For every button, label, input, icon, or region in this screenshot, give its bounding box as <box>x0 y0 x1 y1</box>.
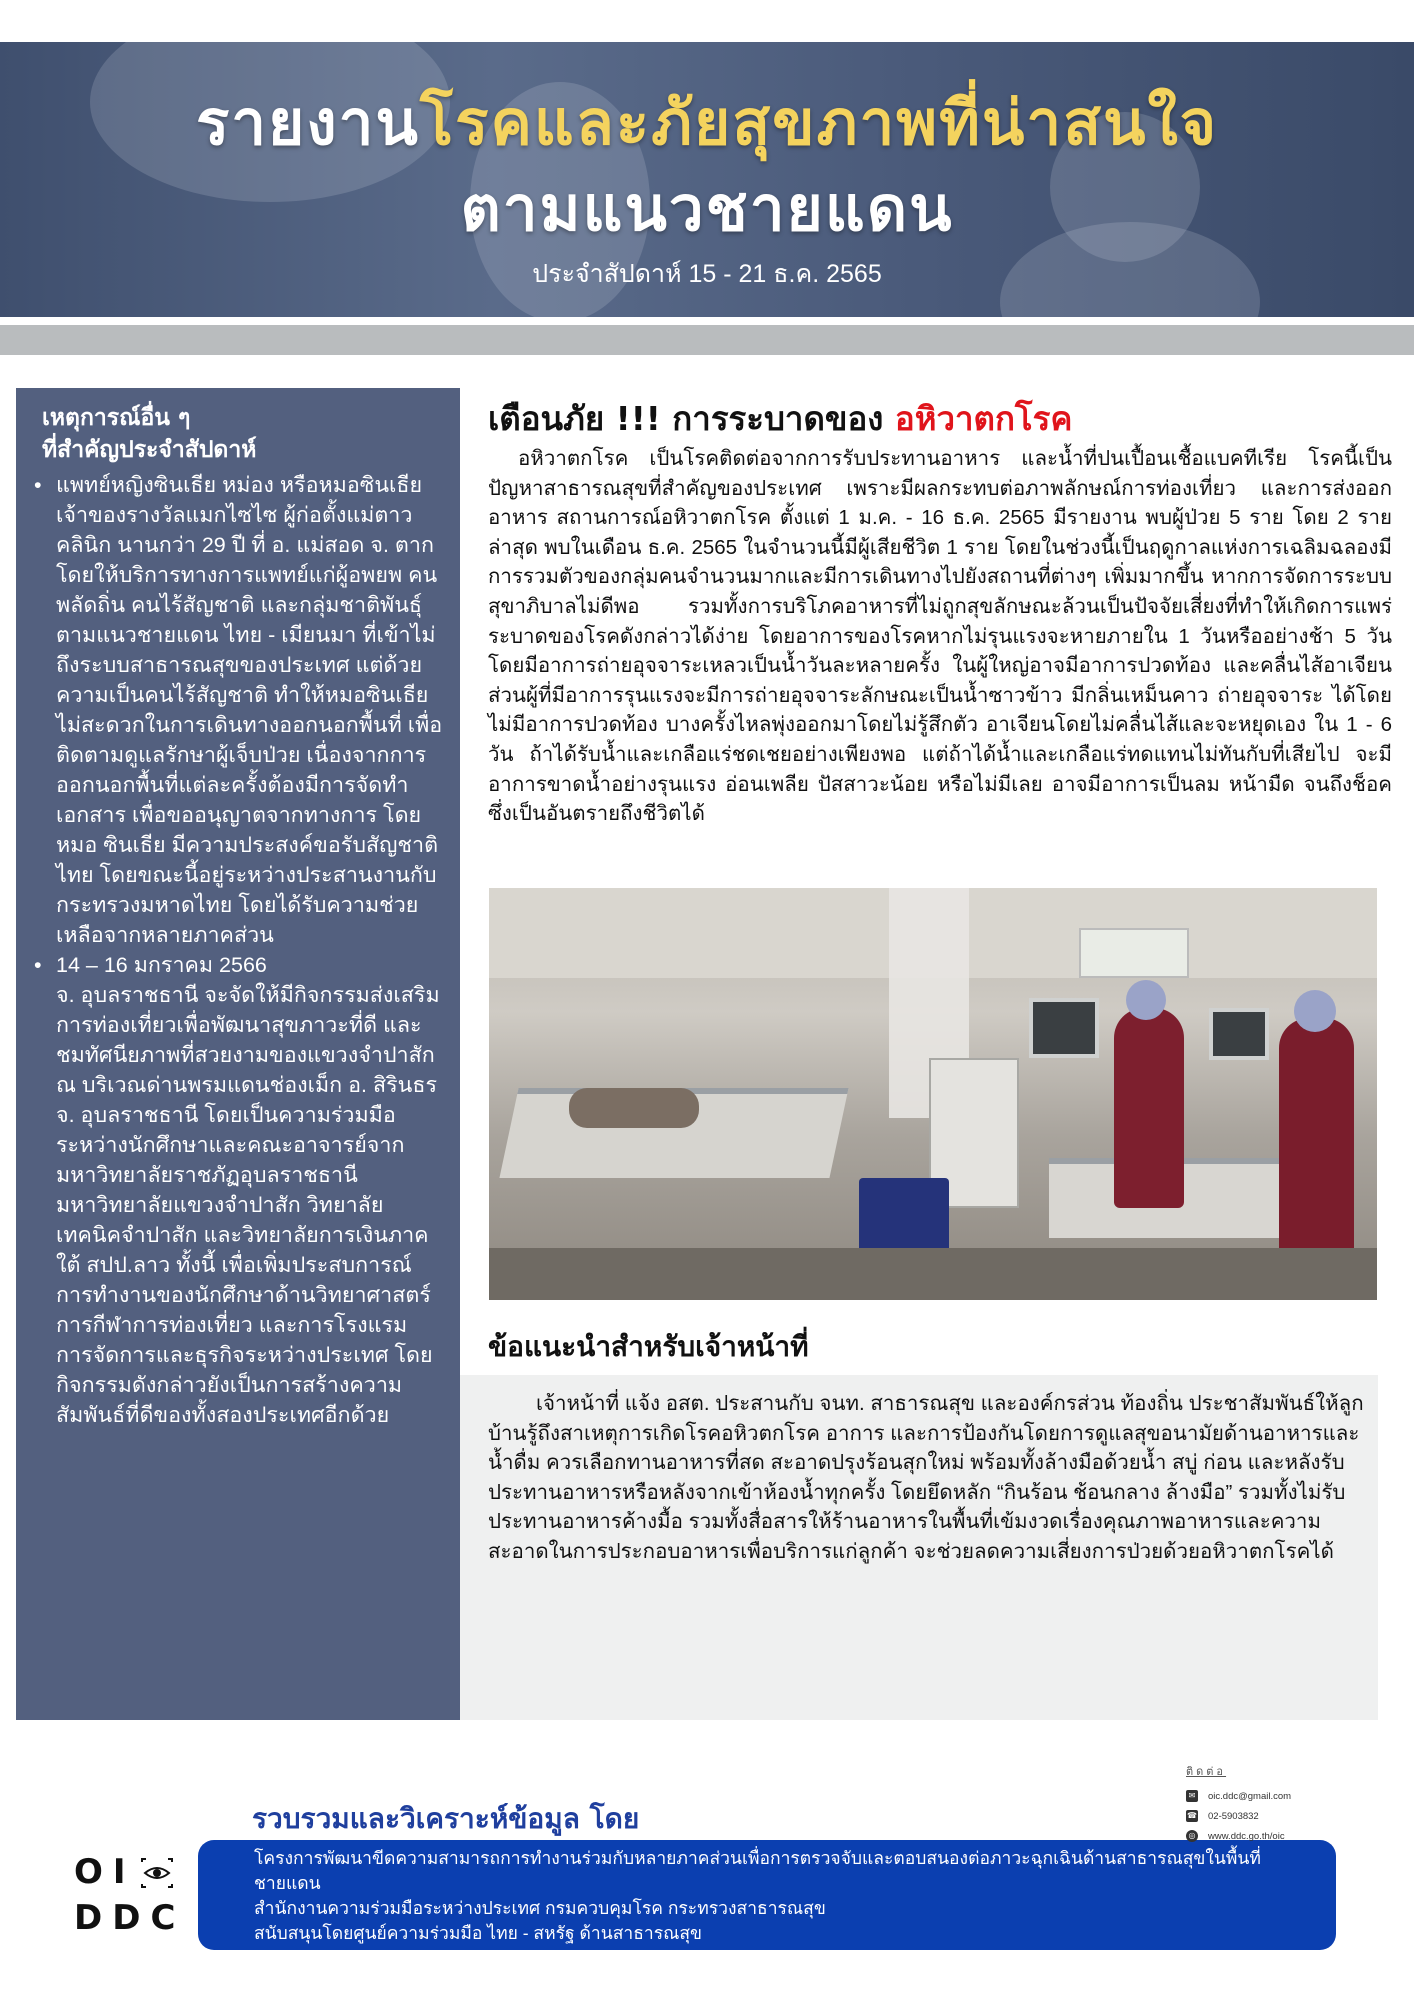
list-item <box>34 470 446 950</box>
photo-patient <box>569 1088 699 1128</box>
support-line: สนับสนุนโดยศูนย์ความร่วมมือ ไทย - สหรัฐ ด้านสาธารณสุข <box>254 1923 702 1943</box>
headline-highlight: อหิวาตกโรค <box>894 399 1073 438</box>
sidebar-title-line1: เหตุการณ์อื่น ๆ <box>42 405 191 431</box>
logo-row1 <box>74 1852 185 1892</box>
events-list <box>34 470 446 1430</box>
other-events-sidebar <box>16 388 460 1720</box>
list-item <box>34 950 446 1430</box>
bullet-icon: • <box>34 473 42 497</box>
recommendations-text: เจ้าหน้าที่ แจ้ง อสต. ประสานกับ จนท. สาธารณสุข และองค์กรส่วน ท้องถิ่น ประชาสัมพันธ์ให้ลูกบ้านรู้ถึงสาเหตุการเกิดโรคอหิวตกโรค อาการ และการป้องกันโดยการดูแลสุขอนามัยด้านอาหารและน้ำดื่ม ควรเลือกทานอาหารที่สด สะอาดปรุงร้อนสุกใหม่ พร้อมทั้งล้างมือด้วยน้ำ สบู่ ก่อน และหลังรับประทานอาหารหรือหลังจากเข้าห้องน้ำทุกครั้ง โดยยึดหลัก “กินร้อน ช้อนกลาง ล้างมือ” รวมทั้งไม่รับประทานอาหารค้างมื้อ รวมทั้งสื่อสารให้ร้านอาหารในพื้นที่เข้มงวดเรื่องคุณภาพอาหารและความสะอาดในการประกอบอาหารเพื่อบริการแก่ลูกค้า จะช่วยลดความเสี่ยงการป่วยด้วยอหิวาตกโรคได้ <box>488 1392 1364 1563</box>
photo-nurse-cap <box>1126 980 1166 1020</box>
photo-monitor <box>1029 998 1099 1058</box>
contact-web[interactable]: www.ddc.go.th/oic <box>1208 1830 1285 1842</box>
headline-prefix: เตือนภัย !!! การระบาดของ <box>488 399 884 438</box>
contact-email-row[interactable] <box>1186 1786 1291 1806</box>
eye-icon <box>140 1857 174 1887</box>
header-divider <box>0 325 1414 355</box>
photo-floor <box>489 1248 1377 1300</box>
recommendations-title: ข้อแนะนำสำหรับเจ้าหน้าที่ <box>488 1330 809 1363</box>
globe-icon: ◎ <box>1186 1830 1198 1842</box>
mail-icon: ✉ <box>1186 1790 1198 1802</box>
photo-wall-sign <box>1079 928 1189 978</box>
header-banner <box>0 42 1414 317</box>
contact-block <box>1186 1762 1291 1846</box>
article-headline <box>488 392 1072 445</box>
photo-nurse <box>1279 1018 1354 1278</box>
report-title-white: รายงาน <box>195 86 420 159</box>
project-line: โครงการพัฒนาขีดความสามารถการทำงานร่วมกับหลายภาคส่วนเพื่อการตรวจจับและตอบสนองต่อภาวะฉุกเฉินด้านสาธารณสุขในพื้นที่ชายแดน <box>254 1848 1261 1893</box>
logo-text-oi: OI <box>74 1852 136 1892</box>
contact-phone[interactable]: 02-5903832 <box>1208 1810 1259 1822</box>
event-text: จ. อุบลราชธานี จะจัดให้มีกิจกรรมส่งเสริมการท่องเที่ยวเพื่อพัฒนาสุขภาวะที่ดี และชมทัศนียภาพที่สวยงามของแขวงจำปาสัก ณ บริเวณด่านพรมแดนช่องเม็ก อ. สิรินธร จ. อุบลราชธานี โดยเป็นความร่วมมือระหว่างนักศึกษาและคณะอาจารย์จากมหาวิทยาลัยราชภัฏอุบลราชธานี มหาวิทยาลัยแขวงจำปาสัก วิทยาลัยเทคนิคจำปาสัก และวิทยาลัยการเงินภาคใต้ สปป.ลาว ทั้งนี้ เพื่อเพิ่มประสบการณ์การทำงานของนักศึกษาด้านวิทยาศาสตร์การกีฬาการท่องเที่ยว และการโรงแรม การจัดการและธุรกิจระหว่างประเทศ โดยกิจกรรมดังกล่าวยังเป็นการสร้างความสัมพันธ์ที่ดีของทั้งสองประเทศอีกด้วย <box>56 983 440 1427</box>
event-date: 14 – 16 มกราคม 2566 <box>56 953 267 977</box>
logo-text-ddc: DDC <box>74 1898 186 1938</box>
recommendations-box <box>460 1375 1378 1720</box>
contact-email[interactable]: oic.ddc@gmail.com <box>1208 1790 1292 1802</box>
photo-nurse <box>1114 1008 1184 1208</box>
hospital-ward-photo <box>489 888 1377 1300</box>
contact-phone-row[interactable] <box>1186 1806 1291 1826</box>
office-line: สำนักงานความร่วมมือระหว่างประเทศ กรมควบคุมโรค กระทรวงสาธารณสุข <box>254 1898 826 1918</box>
photo-monitor <box>1209 1008 1269 1060</box>
sidebar-title-line2: ที่สำคัญประจำสัปดาห์ <box>42 437 257 463</box>
contact-web-row[interactable] <box>1186 1826 1291 1846</box>
bullet-icon: • <box>34 953 42 977</box>
contact-label: ติดต่อ <box>1186 1766 1227 1778</box>
event-text: แพทย์หญิงซินเธีย หม่อง หรือหมอซินเธีย เจ้าของรางวัลแมกไซไซ ผู้ก่อตั้งแม่ตาวคลินิก นานกว่า 29 ปี ที่ อ. แม่สอด จ. ตาก โดยให้บริการทางการแพทย์แก่ผู้อพยพ คนพลัดถิ่น คนไร้สัญชาติ และกลุ่มชาติพันธุ์ตามแนวชายแดน ไทย - เมียนมา ที่เข้าไม่ถึงระบบสาธารณสุขของประเทศ แต่ด้วยความเป็นคนไร้สัญชาติ ทำให้หมอซินเธีย ไม่สะดวกในการเดินทางออกนอกพื้นที่ เพื่อติดตามดูแลรักษาผู้เจ็บป่วย เนื่องจากการออกนอกพื้นที่แต่ละครั้งต้องมีการจัดทำเอกสาร เพื่อขออนุญาตจากทางการ โดยหมอ ซินเธีย มีความประสงค์ขอรับสัญชาติไทย โดยขณะนี้อยู่ระหว่างประสานงานกับกระทรวงมหาดไทย โดยได้รับความช่วยเหลือจากหลายภาคส่วน <box>56 473 443 947</box>
article-body: อหิวาตกโรค เป็นโรคติดต่อจากการรับประทานอาหาร และน้ำที่ปนเปื้อนเชื้อแบคทีเรีย โรคนี้เป็นปัญหาสาธารณสุขที่สำคัญของประเทศ เพราะมีผลกระทบต่อภาพลักษณ์การท่องเที่ยว และการส่งออกอาหาร สถานการณ์อหิวาตกโรค ตั้งแต่ 1 ม.ค. - 16 ธ.ค. 2565 มีรายงาน พบผู้ป่วย 5 ราย โดย 2 รายล่าสุด พบในเดือน ธ.ค. 2565 ในจำนวนนี้มีผู้เสียชีวิต 1 ราย โดยในช่วงนี้เป็นฤดูกาลแห่งการเฉลิมฉลองมีการรวมตัวของกลุ่มคนจำนวนมากและมีการเดินทางไปยังสถานที่ต่างๆ เพิ่มมากขึ้น หากการจัดการระบบสุขาภิบาลไม่ดีพอ รวมทั้งการบริโภคอาหารที่ไม่ถูกสุขลักษณะล้วนเป็นปัจจัยเสี่ยงที่ทำให้เกิดการแพร่ระบาดของโรคดังกล่าวได้ง่าย โดยอาการของโรคหากไม่รุนแรงจะหายภายใน 1 วันหรืออย่างช้า 5 วัน โดยมีอาการถ่ายอุจจาระเหลวเป็นน้ำวันละหลายครั้ง ในผู้ใหญ่อาจมีอาการปวดท้อง และคลื่นไส้อาเจียน ส่วนผู้ที่มีอาการรุนแรงจะมีการถ่ายอุจจาระลักษณะเป็นน้ำซาวข้าว มีกลิ่นเหม็นคาว ถ่ายอุจจาระ ได้โดยไม่มีอาการปวดท้อง บางครั้งไหลพุ่งออกมาโดยไม่รู้สึกตัว อาเจียนโดยไม่คลื่นไส้และจะหยุดเอง ใน 1 - 6 วัน ถ้าได้รับน้ำและเกลือแร่ชดเชยอย่างเพียงพอ แต่ถ้าได้น้ำและเกลือแร่ทดแทนไม่ทันกับที่เสียไป จะมีอาการขาดน้ำอย่างรุนแรง อ่อนเพลีย ปัสสาวะน้อย หรือไม่มีเลย อาจมีอาการเป็นลม หน้ามืด จนถึงช็อค ซึ่งเป็นอันตรายถึงชีวิตได้ <box>488 447 1392 826</box>
project-info-box <box>198 1840 1336 1950</box>
sidebar-title <box>34 402 446 466</box>
report-title-line2: ตามแนวชายแดน <box>460 172 954 245</box>
photo-nurse-cap <box>1294 990 1336 1032</box>
oi-ddc-logo <box>74 1852 185 1938</box>
report-title-highlight: โรคและภัยสุขภาพที่น่าสนใจ <box>419 86 1219 159</box>
compiled-by-label: รวบรวมและวิเคราะห์ข้อมูล โดย <box>252 1802 640 1835</box>
report-title-line1 <box>0 74 1414 172</box>
report-week: ประจำสัปดาห์ 15 - 21 ธ.ค. 2565 <box>532 260 882 288</box>
phone-icon: ☎ <box>1187 1811 1197 1820</box>
